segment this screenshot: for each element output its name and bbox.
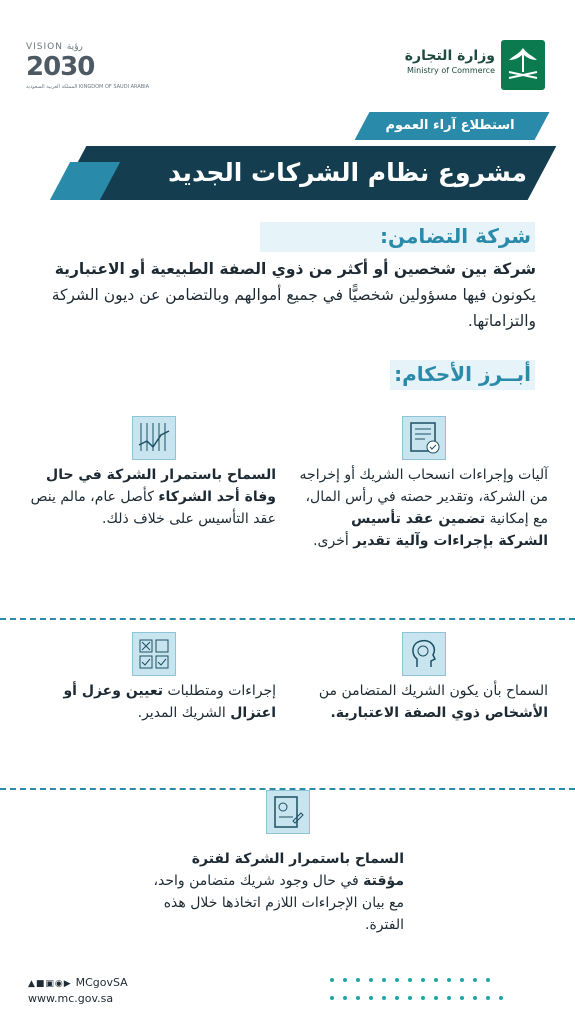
ministry-name-ar: وزارة التجارة <box>404 48 495 64</box>
decorative-dots <box>330 996 503 1000</box>
definition-text <box>20 256 536 334</box>
website-link[interactable]: www.mc.gov.sa <box>28 992 114 1005</box>
definition-heading: شركة التضامن: <box>380 224 531 248</box>
document-gear-icon <box>266 790 310 834</box>
decorative-dots <box>330 978 490 982</box>
survey-label: استطلاع آراء العموم <box>385 118 515 133</box>
ministry-name-en: Ministry of Commerce <box>407 66 495 75</box>
checklist-grid-icon <box>132 632 176 676</box>
provision-item-2: السماح باستمرار الشركة في حال وفاة أحد الشركاء كأصل عام، مالم ينص عقد التأسيس على خلاف ذلك. <box>30 467 276 527</box>
provision-item-5: السماح باستمرار الشركة لفترة مؤقتة في حال وجود شريك متضامن واحد، مع بيان الإجراءات اللازم اتخاذها خلال هذه الفترة. <box>153 851 404 933</box>
ministry-name <box>375 48 495 75</box>
divider-line <box>0 618 575 620</box>
provisions-heading: أبــرز الأحكام: <box>394 362 531 386</box>
provision-item-4: إجراءات ومتطلبات تعيين وعزل أو اعتزال الشريك المدير. <box>63 683 276 721</box>
document-check-icon <box>402 416 446 460</box>
vision-2030-logo: VISION رؤية 2030 المملكة العربية السعودية KINGDOM OF SAUDI ARABIA <box>26 42 150 90</box>
social-handle[interactable]: ▲■▣◉▶ MCgovSA <box>28 976 128 989</box>
ministry-emblem-icon <box>501 40 545 90</box>
definition-bold: شركة بين شخصين أو أكثر من ذوي الصفة الطبيعية أو الاعتبارية <box>54 260 536 278</box>
social-icons: ▲■▣◉▶ <box>28 979 76 989</box>
provision-item-3: السماح بأن يكون الشريك المتضامن من الأشخاص ذوي الصفة الاعتبارية. <box>318 683 548 721</box>
head-gear-icon <box>402 632 446 676</box>
definition-rest: يكونون فيها مسؤولين شخصيًّا في جميع أموالهم وبالتضامن عن ديون الشركة والتزاماتها. <box>51 286 536 330</box>
provision-item-1: آليات وإجراءات انسحاب الشريك أو إخراجه من الشركة، وتقدير حصته في رأس المال، مع إمكانية تضمين عقد تأسيس الشركة بإجراءات وآلية تقدير أخرى. <box>299 467 548 549</box>
page-title: مشروع نظام الشركات الجديد <box>168 158 527 187</box>
chart-growth-icon <box>132 416 176 460</box>
